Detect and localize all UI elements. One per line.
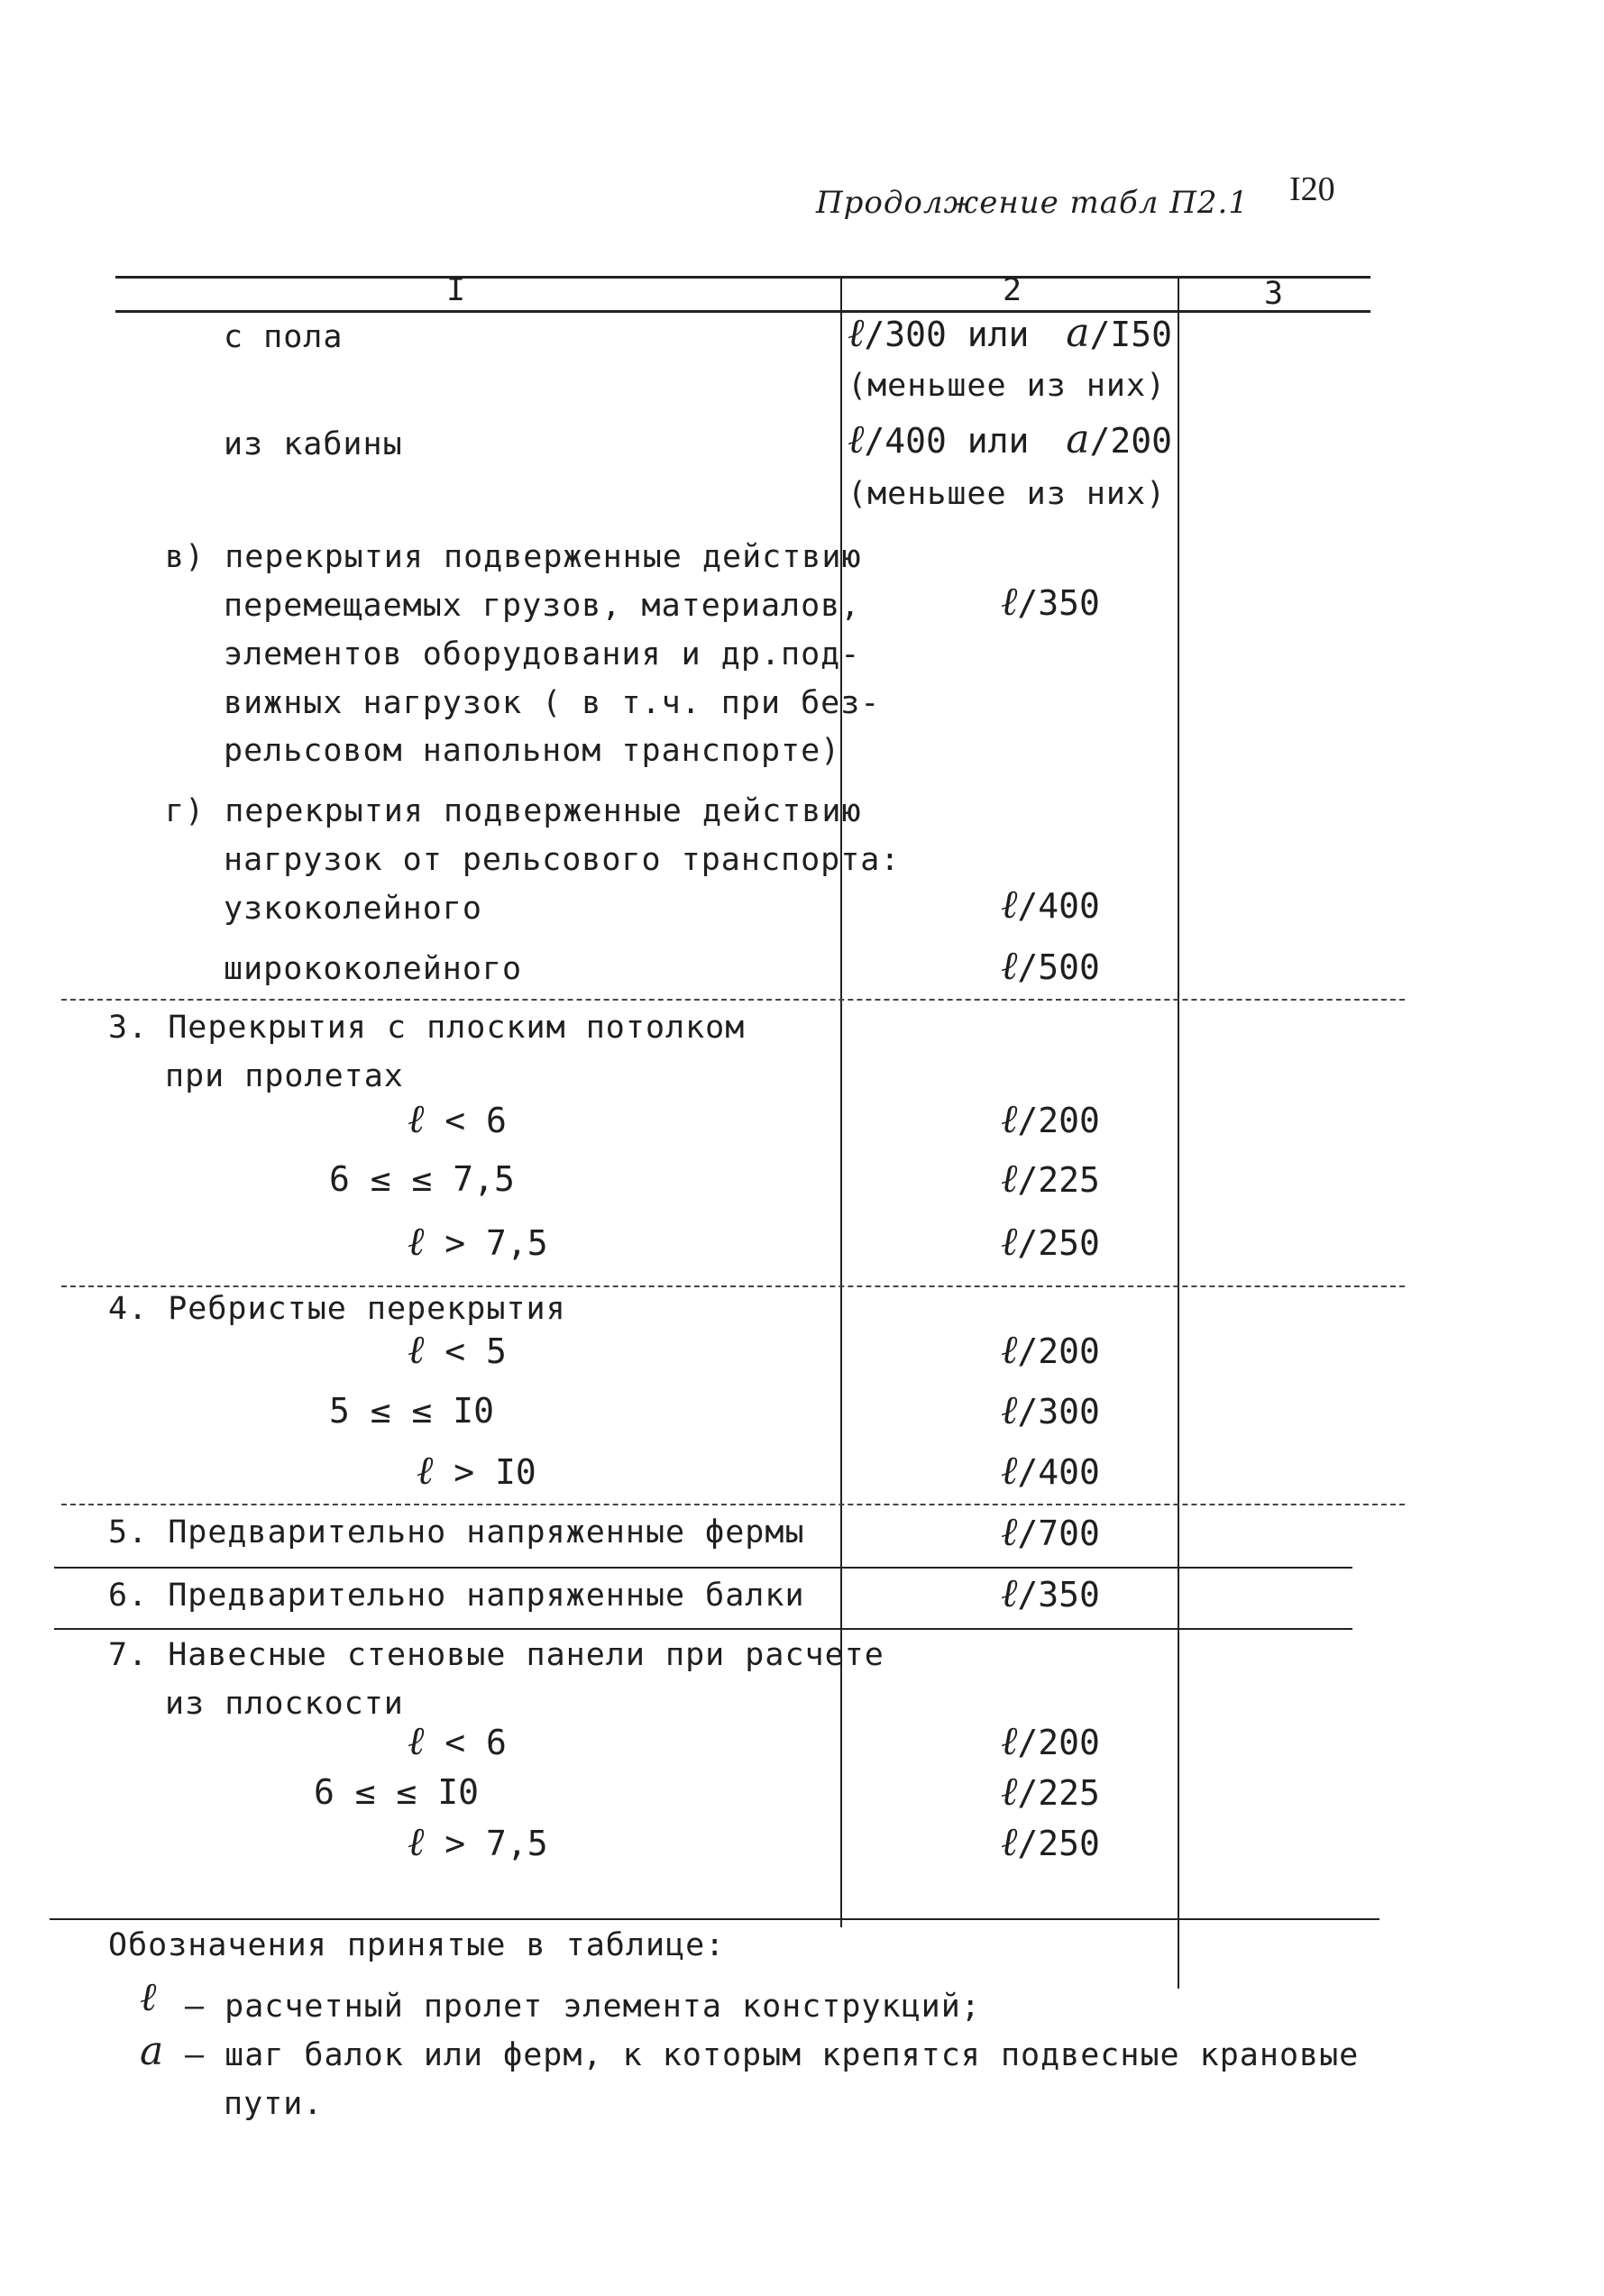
l-symbol: ℓ bbox=[408, 1219, 425, 1265]
l-symbol: ℓ bbox=[848, 416, 865, 462]
l-symbol: ℓ bbox=[1001, 1718, 1018, 1764]
legend-l-text: – расчетный пролет элемента конструкций; bbox=[185, 1989, 981, 2025]
l-symbol: ℓ bbox=[1001, 1387, 1018, 1433]
column-divider-1-2 bbox=[840, 276, 842, 1927]
row-divider-3 bbox=[61, 999, 1405, 1001]
row-v-line-4: вижных нагрузок ( в т.ч. при без- bbox=[224, 685, 881, 721]
row-s-pola-value-text: /300 или bbox=[864, 315, 1030, 354]
l-symbol: ℓ bbox=[1001, 1327, 1018, 1373]
row-v-value-text: /350 bbox=[1017, 583, 1100, 623]
row-4-cond-3-text: > I0 bbox=[454, 1452, 536, 1492]
row-4-value-1 bbox=[1001, 1327, 1100, 1373]
l-symbol: ℓ bbox=[1001, 1769, 1018, 1815]
column-header-1: I bbox=[446, 272, 467, 308]
row-divider-6 bbox=[54, 1567, 1352, 1569]
row-4-line-1: 4. Ребристые перекрытия bbox=[108, 1291, 566, 1327]
l-symbol: ℓ bbox=[1001, 1509, 1018, 1555]
a-symbol: a bbox=[1066, 310, 1090, 356]
row-3-cond-1 bbox=[408, 1096, 507, 1142]
row-4-value-1-text: /200 bbox=[1017, 1331, 1100, 1371]
column-header-2: 2 bbox=[1003, 272, 1023, 308]
legend-a-text: – шаг балок или ферм, к которым крепятся подвесные крановые bbox=[185, 2037, 1360, 2073]
row-4-value-2-text: /300 bbox=[1017, 1392, 1100, 1432]
l-symbol: ℓ bbox=[408, 1819, 425, 1865]
row-divider-7 bbox=[54, 1628, 1352, 1630]
page-number: I20 bbox=[1289, 170, 1335, 208]
row-7-value-1-text: /200 bbox=[1017, 1723, 1100, 1762]
l-symbol: ℓ bbox=[408, 1718, 425, 1764]
row-3-line-2: при пролетах bbox=[165, 1058, 404, 1094]
row-4-cond-1 bbox=[408, 1327, 507, 1373]
l-symbol: ℓ bbox=[1001, 1219, 1018, 1265]
row-4-value-2 bbox=[1001, 1387, 1100, 1433]
l-symbol: ℓ bbox=[1001, 1570, 1018, 1616]
legend-a-text-2: пути. bbox=[224, 2086, 324, 2122]
row-s-pola-value-b: /I50 bbox=[1089, 315, 1172, 354]
row-3-value-3 bbox=[1001, 1219, 1100, 1265]
row-g-narrow-value bbox=[1001, 882, 1100, 928]
column-header-3: 3 bbox=[1264, 276, 1285, 312]
row-4-value-3-text: /400 bbox=[1017, 1452, 1100, 1492]
row-7-cond-2-text: 6 ≤ ≤ I0 bbox=[314, 1772, 480, 1812]
legend-l-symbol bbox=[140, 1974, 157, 2020]
row-iz-kabiny-note: (меньшее из них) bbox=[848, 476, 1167, 512]
row-7-cond-3-text: > 7,5 bbox=[445, 1824, 548, 1863]
row-5-label: 5. Предварительно напряженные фермы bbox=[108, 1514, 805, 1550]
row-v-line-1: в) перекрытия подверженные действию bbox=[165, 539, 862, 575]
row-7-value-2-text: /225 bbox=[1017, 1773, 1100, 1813]
row-v-line-2: перемещаемых грузов, материалов, bbox=[224, 588, 861, 624]
l-symbol: ℓ bbox=[1001, 882, 1018, 928]
row-g-wide-value-text: /500 bbox=[1017, 947, 1100, 987]
row-7-value-3-text: /250 bbox=[1017, 1824, 1100, 1863]
row-g-line-2: нагрузок от рельсового транспорта: bbox=[224, 842, 901, 878]
l-symbol: ℓ bbox=[1001, 1096, 1018, 1142]
l-symbol: ℓ bbox=[408, 1096, 425, 1142]
row-7-cond-2 bbox=[314, 1774, 479, 1810]
row-3-cond-2-text: 6 ≤ ≤ 7,5 bbox=[329, 1159, 515, 1199]
row-v-line-3: элементов оборудования и др.под- bbox=[224, 636, 861, 672]
row-iz-kabiny-value-text: /400 или bbox=[864, 421, 1030, 461]
row-v-value bbox=[1001, 579, 1100, 625]
row-g-wide-value bbox=[1001, 943, 1100, 989]
row-3-cond-1-text: < 6 bbox=[445, 1101, 507, 1140]
row-4-cond-2 bbox=[329, 1393, 494, 1429]
row-7-cond-1 bbox=[408, 1718, 507, 1764]
row-5-value bbox=[1001, 1509, 1100, 1555]
table-top-rule bbox=[115, 276, 1370, 279]
row-iz-kabiny-value-b: /200 bbox=[1089, 421, 1172, 461]
row-3-cond-2 bbox=[329, 1161, 515, 1197]
l-symbol: ℓ bbox=[1001, 1156, 1018, 1202]
row-divider-5 bbox=[61, 1504, 1405, 1505]
continuation-title: Продолжение табл П2.1 bbox=[816, 185, 1249, 221]
table-header-rule bbox=[115, 310, 1370, 313]
row-6-label: 6. Предварительно напряженные балки bbox=[108, 1578, 805, 1614]
row-g-narrow-label: узкоколейного bbox=[224, 891, 482, 927]
row-6-value-text: /350 bbox=[1017, 1575, 1100, 1615]
row-divider-4 bbox=[61, 1285, 1405, 1287]
row-3-value-2 bbox=[1001, 1156, 1100, 1202]
row-4-cond-2-text: 5 ≤ ≤ I0 bbox=[329, 1391, 495, 1431]
row-3-value-2-text: /225 bbox=[1017, 1160, 1100, 1200]
row-iz-kabiny-value bbox=[848, 416, 1172, 462]
a-symbol: a bbox=[1066, 416, 1090, 462]
row-s-pola-value bbox=[848, 310, 1172, 356]
row-s-pola-note: (меньшее из них) bbox=[848, 368, 1167, 404]
row-g-wide-label: ширококолейного bbox=[224, 951, 523, 987]
row-5-value-text: /700 bbox=[1017, 1514, 1100, 1553]
row-g-narrow-value-text: /400 bbox=[1017, 886, 1100, 926]
row-4-cond-1-text: < 5 bbox=[445, 1331, 507, 1371]
row-3-cond-3 bbox=[408, 1219, 548, 1265]
a-symbol: a bbox=[140, 2028, 164, 2074]
row-iz-kabiny-label: из кабины bbox=[224, 426, 403, 462]
row-3-value-1 bbox=[1001, 1096, 1100, 1142]
row-6-value bbox=[1001, 1570, 1100, 1616]
l-symbol: ℓ bbox=[848, 310, 865, 356]
row-7-value-2 bbox=[1001, 1769, 1100, 1815]
l-symbol: ℓ bbox=[1001, 1819, 1018, 1865]
row-3-value-3-text: /250 bbox=[1017, 1223, 1100, 1263]
row-g-line-1: г) перекрытия подверженные действию bbox=[165, 793, 862, 829]
row-7-value-1 bbox=[1001, 1718, 1100, 1764]
row-3-value-1-text: /200 bbox=[1017, 1101, 1100, 1140]
l-symbol: ℓ bbox=[1001, 1448, 1018, 1494]
row-3-cond-3-text: > 7,5 bbox=[445, 1223, 548, 1263]
row-s-pola-label: с пола bbox=[224, 319, 344, 355]
row-4-value-3 bbox=[1001, 1448, 1100, 1494]
row-3-line-1: 3. Перекрытия с плоским потолком bbox=[108, 1010, 746, 1046]
column-divider-2-3 bbox=[1178, 276, 1179, 1989]
row-7-cond-3 bbox=[408, 1819, 548, 1865]
row-7-value-3 bbox=[1001, 1819, 1100, 1865]
l-symbol: ℓ bbox=[1001, 579, 1018, 625]
row-7-line-1: 7. Навесные стеновые панели при расчете bbox=[108, 1637, 884, 1673]
l-symbol: ℓ bbox=[408, 1327, 425, 1373]
row-7-cond-1-text: < 6 bbox=[445, 1723, 507, 1762]
l-symbol: ℓ bbox=[140, 1974, 157, 2020]
row-4-cond-3 bbox=[417, 1448, 536, 1494]
row-7-line-2: из плоскости bbox=[165, 1686, 404, 1722]
l-symbol: ℓ bbox=[1001, 943, 1018, 989]
l-symbol: ℓ bbox=[417, 1448, 434, 1494]
legend-title: Обозначения принятые в таблице: bbox=[108, 1927, 726, 1963]
table-bottom-rule bbox=[50, 1918, 1379, 1920]
row-v-line-5: рельсовом напольном транспорте) bbox=[224, 733, 841, 769]
legend-a-symbol bbox=[140, 2028, 164, 2074]
